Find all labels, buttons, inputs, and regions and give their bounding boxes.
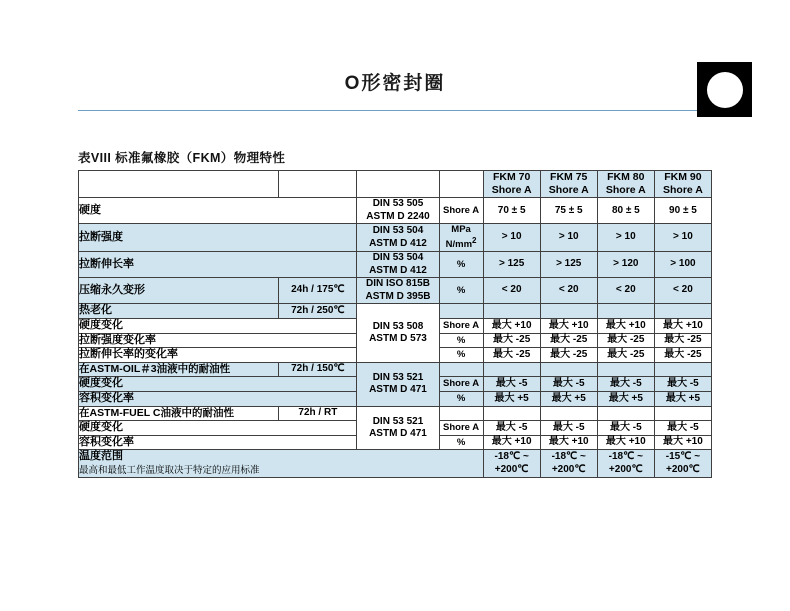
row-value [483,406,540,420]
row-value [597,406,654,420]
row-label-note: 最高和最低工作温度取决于特定的应用标准 [79,465,260,477]
row-unit: Shore A [439,318,483,333]
standard-line-1: DIN 53 504 [372,252,424,264]
row-unit: Shore A [439,420,483,435]
column-header-sub: Shore A [605,184,646,197]
row-value: 最大 -5 [597,377,654,392]
column-header-fkm90 [654,171,711,198]
header-blank-condition [279,171,357,198]
spec-table-wrapper [78,170,712,478]
row-value: > 125 [483,252,540,278]
row-value: 最大 +5 [597,392,654,407]
row-label [79,450,484,478]
header-divider [78,110,712,111]
page-title: O形密封圈 [344,73,446,94]
row-value [654,304,711,319]
standard-line-2: ASTM D 573 [369,333,427,345]
row-value [597,304,654,319]
row-value: 最大 +5 [540,392,597,407]
row-unit [439,304,483,319]
row-value: 最大 +5 [483,392,540,407]
table-row [79,198,712,224]
row-condition: 72h / 150℃ [279,363,357,377]
header-blank-unit [439,171,483,198]
row-label: 容积变化率 [79,392,357,407]
row-value: 最大 -25 [654,348,711,363]
row-value: 最大 -25 [540,348,597,363]
table-header-row [79,171,712,198]
column-header-name: FKM 80 [607,171,645,183]
row-label: 硬度变化 [79,377,357,392]
row-unit: Shore A [439,377,483,392]
row-standard [357,224,439,252]
standard-line-2: ASTM D 471 [369,384,427,396]
row-value: 最大 -5 [540,377,597,392]
table-row [79,406,712,420]
row-value: 最大 +10 [597,318,654,333]
standard-line-1: DIN 53 504 [372,225,424,237]
row-value: -18℃ ~ +200℃ [540,450,597,478]
row-value: 最大 -5 [483,377,540,392]
row-label: 硬度变化 [79,420,357,435]
row-value: 最大 +5 [654,392,711,407]
row-unit: % [439,278,483,304]
row-value [483,363,540,377]
row-label-main: 温度范围 [79,450,123,463]
row-value: 最大 +10 [483,318,540,333]
row-value [654,363,711,377]
row-label: 压缩永久变形 [79,278,279,304]
header-blank-label [79,171,279,198]
row-value: 70 ± 5 [483,198,540,224]
row-value [540,363,597,377]
row-unit: MPa $N/mm^2$ [439,224,483,252]
row-value: > 10 [540,224,597,252]
row-value: 最大 +10 [597,435,654,450]
row-value: 最大 -5 [483,420,540,435]
table-row [79,363,712,377]
row-standard [357,198,439,224]
row-unit [439,406,483,420]
row-value: > 125 [540,252,597,278]
row-label: 拉断强度变化率 [79,333,357,348]
row-label: 在ASTM-OIL＃3油液中的耐油性 [79,363,279,377]
standard-line-1: DIN 53 521 [372,415,424,427]
row-value: 最大 -5 [654,420,711,435]
row-value: > 10 [654,224,711,252]
row-unit: % [439,333,483,348]
table-row [79,304,712,319]
standard-line-2: ASTM D 2240 [366,210,430,222]
row-value: 最大 -25 [654,333,711,348]
column-header-name: FKM 75 [550,171,588,183]
row-unit: % [439,435,483,450]
row-standard [357,363,439,407]
row-label: 在ASTM-FUEL C油液中的耐油性 [79,406,279,420]
row-label: 拉断强度 [79,224,357,252]
row-value: < 20 [540,278,597,304]
row-value: 最大 -25 [483,333,540,348]
row-value: 75 ± 5 [540,198,597,224]
row-standard [357,252,439,278]
row-value: < 20 [597,278,654,304]
row-value [483,304,540,319]
row-value: 最大 +10 [654,435,711,450]
page-header [0,0,790,128]
column-header-fkm80 [597,171,654,198]
row-value: 最大 +10 [483,435,540,450]
table-row [79,224,712,252]
row-label: 硬度变化 [79,318,357,333]
row-unit: % [439,392,483,407]
row-unit [439,363,483,377]
row-value [540,406,597,420]
row-value: 最大 +10 [540,435,597,450]
row-value: 最大 -25 [597,333,654,348]
row-value: 最大 -25 [597,348,654,363]
standard-line-2: ASTM D 471 [369,428,427,440]
standard-line-1: DIN 53 508 [372,320,424,332]
standard-line-2: ASTM D 395B [365,290,431,302]
row-value: 80 ± 5 [597,198,654,224]
row-value [540,304,597,319]
row-standard [357,278,439,304]
row-value: 最大 -5 [540,420,597,435]
column-header-sub: Shore A [548,184,589,197]
row-value: > 120 [597,252,654,278]
table-row [79,252,712,278]
column-header-name: FKM 70 [492,171,531,183]
logo-ring-shape [707,72,743,108]
standard-line-1: DIN ISO 815B [366,278,430,290]
row-value: 最大 +10 [654,318,711,333]
row-condition: 24h / 175℃ [279,278,357,304]
table-row [79,450,712,478]
spec-table [78,170,712,478]
header-blank-standard [357,171,439,198]
row-label: 热老化 [79,304,279,319]
row-unit: % [439,348,483,363]
row-value [654,406,711,420]
row-condition: 72h / RT [279,406,357,420]
row-value: > 100 [654,252,711,278]
row-label: 硬度 [79,198,357,224]
standard-line-2: ASTM D 412 [369,237,427,249]
row-value: < 20 [654,278,711,304]
row-value: 最大 -5 [597,420,654,435]
table-row [79,278,712,304]
row-unit: Shore A [439,198,483,224]
standard-line-1: DIN 53 521 [372,371,424,383]
table-caption: 表VIII 标准氟橡胶（FKM）物理特性 [78,151,286,165]
row-condition: 72h / 250℃ [279,304,357,319]
row-standard [357,304,439,363]
standard-line-1: DIN 53 505 [372,198,424,210]
circle-logo-icon [697,62,752,117]
row-value: > 10 [597,224,654,252]
column-header-sub: Shore A [491,184,532,197]
row-value: 最大 +10 [540,318,597,333]
row-value: -18℃ ~ +200℃ [483,450,540,478]
row-unit: % [439,252,483,278]
row-value [597,363,654,377]
row-value: -15℃ ~ +200℃ [654,450,711,478]
column-header-fkm75 [540,171,597,198]
row-standard [357,406,439,450]
column-header-fkm70 [483,171,540,198]
row-value: 最大 -25 [483,348,540,363]
column-header-sub: Shore A [662,184,703,197]
row-value: < 20 [483,278,540,304]
row-value: > 10 [483,224,540,252]
standard-line-2: ASTM D 412 [369,264,427,276]
column-header-name: FKM 90 [664,171,702,183]
row-value: 最大 -5 [654,377,711,392]
row-value: -18℃ ~ +200℃ [597,450,654,478]
row-value: 90 ± 5 [654,198,711,224]
row-label: 拉断伸长率的变化率 [79,348,357,363]
row-label: 容积变化率 [79,435,357,450]
row-value: 最大 -25 [540,333,597,348]
row-label: 拉断伸长率 [79,252,357,278]
